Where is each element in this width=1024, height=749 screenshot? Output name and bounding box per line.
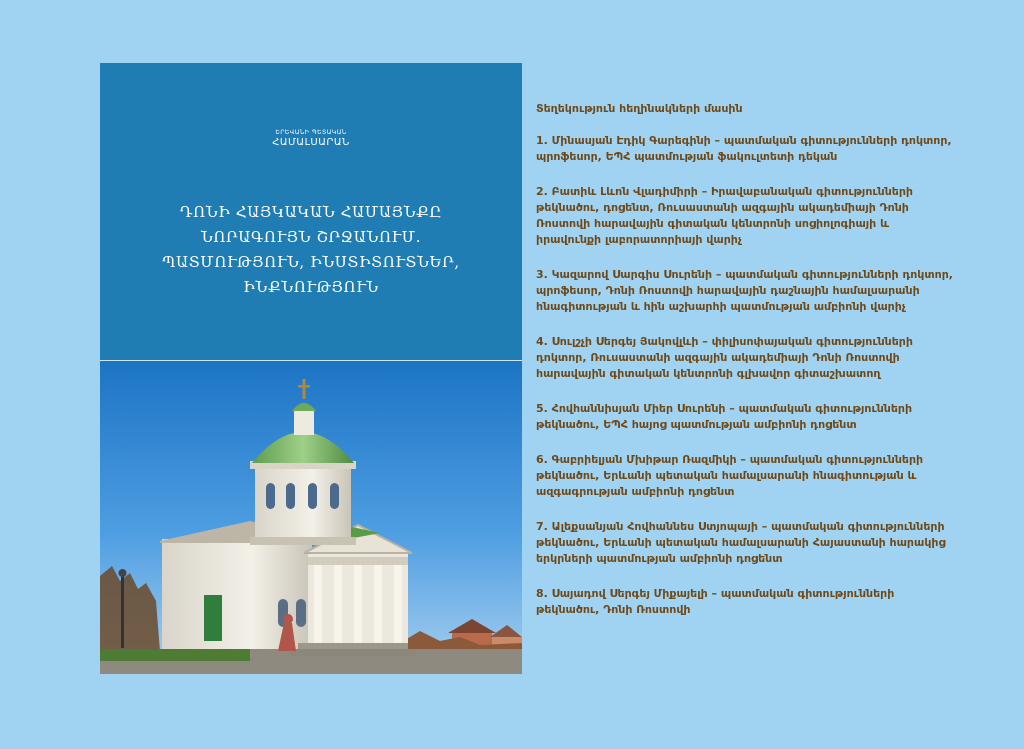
author-entry: 3. Կազարով Սարգիս Սուրենի – պատմական գիտությունների դոկտոր, պրոֆեսոր, Դոնի Ռոստովի հարավային դաշնային համալսարանի հնագիտության և հին աշխարհի պատմության ամբիոնի վարիչ: [536, 268, 953, 313]
book-title: [120, 200, 502, 300]
info-heading: Տեղեկություն հեղինակների մասին: [536, 102, 743, 115]
book-cover: [100, 63, 522, 674]
author-entry: 7. Ալեքսանյան Հովհաննես Ստյոպայի – պատմական գիտությունների թեկնածու, Երևանի պետական համալսարանի Հայաստանի հարակից երկրների պատմության ամբիոնի դոցենտ: [536, 520, 946, 565]
author-entry: 2. Բատիև Լևոն Վլադիմիրի – Իրավաբանական գիտությունների թեկնածու, դոցենտ, Ռուսաստանի ազգային ակադեմիայի Դոնի Ռոստովի հարավային գիտական կենտրոնի սոցիոլոգիայի և իրավունքի լաբորատորիայի վարիչ: [536, 185, 913, 246]
author-entry: 6. Գաբրիելյան Մխիթար Ռազմիկի – պատմական գիտությունների թեկնածու, Երևանի պետական համալսարանի հնագիտության և ազգագրության ամբիոնի դոցենտ: [536, 453, 924, 498]
author-entry: 8. Սայադով Սերգեյ Միքայելի – պատմական գիտությունների թեկնածու, Դոնի Ռոստովի: [536, 587, 895, 616]
author-entry: 4. Սուլշչի Սերգեյ Յակովլևի – փիլիսոփայական գիտությունների դոկտոր, Ռուսաստանի ազգային ակադեմիայի Դոնի Ռոստովի հարավային գիտական կենտրոնի գլխավոր գիտաշխատող: [536, 335, 913, 380]
cover-title-panel: [100, 63, 522, 360]
title-line: ԴՈՆԻ ՀԱՅԿԱԿԱՆ ՀԱՄԱՅՆՔԸ: [179, 203, 443, 221]
author-entry: 1. Մինասյան Էդիկ Գարեգինի – պատմական գիտությունների դոկտոր, պրոֆեսոր, ԵՊՀ պատմության ֆակուլտետի դեկան: [536, 134, 952, 163]
church-photo: [100, 361, 522, 674]
author-entry: 5. Հովհաննիսյան Միեր Սուրենի – պատմական գիտությունների թեկնածու, ԵՊՀ հայոց պատմության ամբիոնի դոցենտ: [536, 402, 913, 431]
title-line: ՊԱՏՄՈՒԹՅՈՒՆ, ԻՆՍՏԻՏՈՒՏՆԵՐ,: [162, 253, 460, 271]
authors-info: [536, 101, 956, 637]
publisher-line-1: ԵՐԵՎԱՆԻ ՊԵՏԱԿԱՆ: [275, 129, 347, 136]
publisher-line-2: ՀԱՄԱԼՍԱՐԱՆ: [272, 137, 350, 148]
title-line: ԻՆՔՆՈՒԹՅՈՒՆ: [243, 278, 379, 296]
publisher-name: [100, 129, 522, 148]
title-line: ՆՈՐԱԳՈՒՅՆ ՇՐՋԱՆՈՒՄ.: [200, 228, 422, 246]
